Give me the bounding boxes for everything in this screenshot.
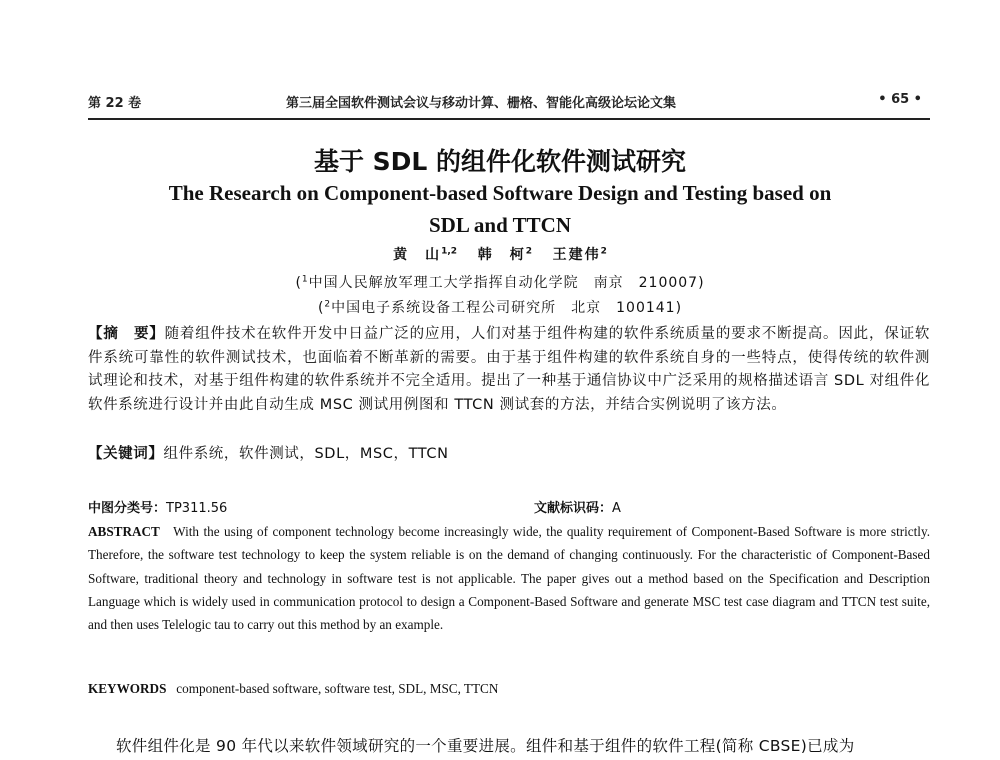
author-list (0, 244, 1000, 264)
page-number: • 65 • (878, 92, 922, 107)
doc-code-label: 文献标识码： (534, 501, 613, 516)
abstract-chinese (88, 323, 930, 443)
author-name: 王建伟 (552, 247, 601, 263)
author-affiliation-mark: 2 (600, 246, 607, 257)
paper-title-english: The Research on Component-based Software Design and Testing based on SDL and TTCN (168, 181, 832, 237)
volume-number: 第 22 卷 (88, 96, 142, 111)
clc-value: TP311.56 (166, 501, 228, 516)
author-name: 韩 柯 (477, 247, 526, 263)
keywords-en-text: component-based software, software test, SDL, MSC, TTCN (176, 681, 499, 696)
clc-label: 中图分类号： (88, 501, 167, 516)
document-code (534, 497, 621, 516)
affiliation-text: 中国电子系统设备工程公司研究所 北京 100141) (331, 300, 683, 316)
header-rule (88, 118, 930, 120)
keywords-label: 【关键词】 (88, 446, 164, 462)
doc-code-value: A (612, 501, 621, 516)
keywords-english (88, 681, 930, 697)
keywords-text: 组件系统，软件测试，SDL，MSC，TTCN (163, 446, 449, 462)
affiliation-mark: 2 (324, 299, 332, 310)
affiliation-text: 中国人民解放军理工大学指挥自动化学院 南京 210007) (308, 275, 705, 291)
affiliation-1: ($^1$中国人民解放军理工大学指挥自动化学院 南京 210007) (295, 274, 705, 291)
keywords-chinese (88, 443, 930, 467)
running-header (88, 92, 928, 116)
author-affiliation-mark: 2 (525, 246, 532, 257)
body-paragraph-first-line: 软件组件化是 90 年代以来软件领域研究的一个重要进展。组件和基于组件的软件工程(简称 CBSE)已成为 (116, 737, 855, 755)
abstract-label: 【摘 要】 (88, 326, 165, 342)
journal-title: 第三届全国软件测试会议与移动计算、栅格、智能化高级论坛论文集 (286, 96, 677, 111)
abstract-text: 随着组件技术在软件开发中日益广泛的应用，人们对基于组件构建的软件系统质量的要求不断提高。因此，保证软件系统可靠性的软件测试技术，也面临着不断革新的需要。由于基于组件构建的软件系统自身的一些特点，使得传统的软件测试理论和技术，对基于组件构建的软件系统并不完全适用。提出了一种基于通信协议中广泛采用的规格描述语言 SDL 对组件化软件系统进行设计并由此自动生成 MSC 测试用例图和 TTCN 测试套的方法，并结合实例说明了该方法。 (88, 326, 930, 413)
paper-title-chinese: 基于 SDL 的组件化软件测试研究 (313, 147, 687, 176)
affiliation-mark: 1 (301, 274, 309, 285)
keywords-en-label: KEYWORDS (88, 681, 167, 696)
abstract-en-text: With the using of component technology become increasingly wide, the quality requirement of Component-Based Software is more strictly. Therefore, the software test technology to keep the system reliable is on the demand of changing continuously. For the characteristic of Component-Based Software, traditional theory and technology in software test is not applicable. The paper gives out a method based on the Specification and Description Language which is widely used in communication protocol to design a Component-Based Software and generate MSC test case diagram and TTCN test suite, and then uses Telelogic tau to carry out this method by an example. (88, 524, 931, 633)
classification-line (88, 497, 930, 516)
author-affiliation-mark: 1,2 (441, 246, 458, 257)
author-name: 黄 山 (393, 247, 442, 263)
abstract-en-label: ABSTRACT (88, 524, 160, 539)
affiliation-2: ($^2$中国电子系统设备工程公司研究所 北京 100141) (317, 299, 683, 316)
abstract-english (88, 520, 930, 636)
